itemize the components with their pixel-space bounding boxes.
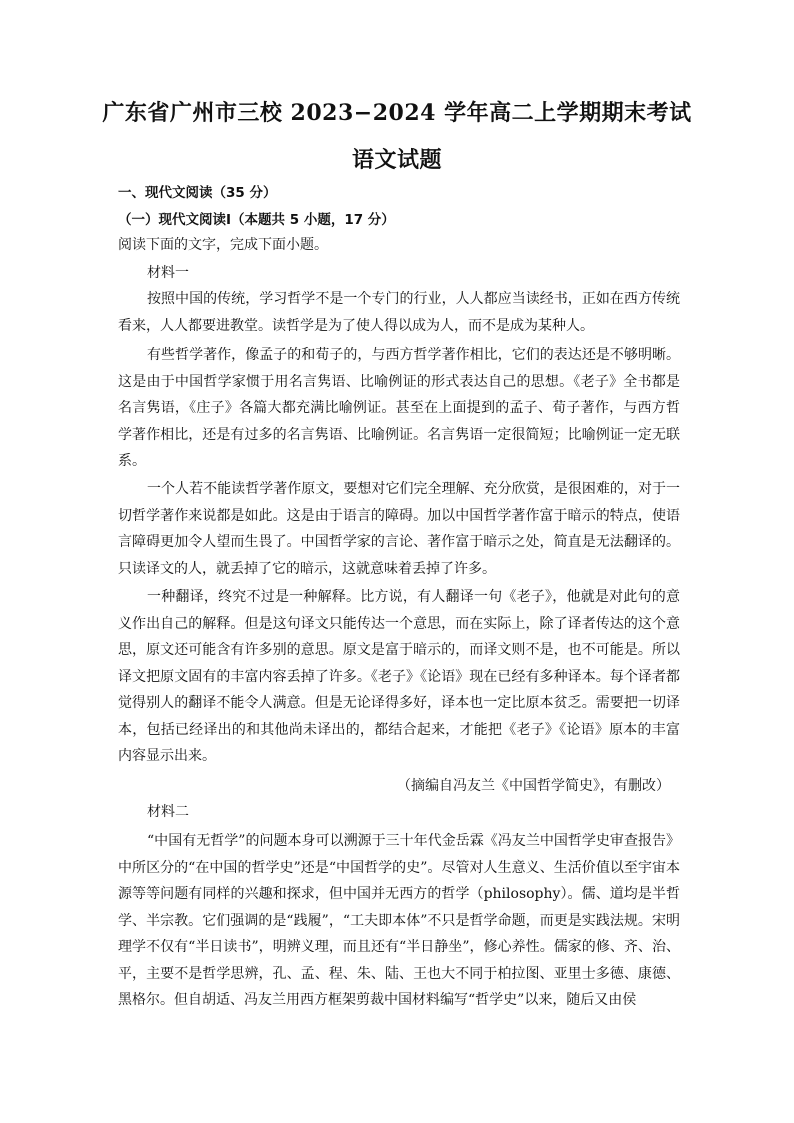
material-one-paragraph: 按照中国的传统，学习哲学不是一个专门的行业，人人都应当读经书，正如在西方传统看来，人人都要进教堂。读哲学是为了使人得以成为人，而不是成为某种人。 <box>118 291 680 334</box>
section-heading: 一、现代文阅读（35 分） <box>118 185 277 201</box>
material-two-paragraph: “中国有无哲学”的问题本身可以溯源于三十年代金岳霖《冯友兰中国哲学史审查报告》中所区分的“在中国的哲学史”还是“中国哲学的史”。尽管对人生意义、生活价值以至宇宙本源等等问题有同样的兴趣和探求，但中国并无西方的哲学（philosophy）。儒、道均是半哲学、半宗教。它们强调的是“践履”，“工夫即本体”不只是哲学命题，而更是实践法规。宋明理学不仅有“半日读书”，明辨义理，而且还有“半日静坐”，修心养性。儒家的修、齐、治、平，主要不是哲学思辨，孔、孟、程、朱、陆、王也大不同于柏拉图、亚里士多德、康德、黑格尔。但自胡适、冯友兰用西方框架剪裁中国材料编写“哲学史”以来，随后又由侯 <box>118 833 680 1008</box>
material-one-label: 材料一 <box>147 265 189 281</box>
material-one-paragraph: 有些哲学著作，像孟子的和荀子的，与西方哲学著作相比，它们的表达还是不够明晰。这是由于中国哲学家惯于用名言隽语、比喻例证的形式表达自己的思想。《老子》全书都是名言隽语，《庄子》各篇大都充满比喻例证。甚至在上面提到的孟子、荀子著作，与西方哲学著作相比，还是有过多的名言隽语、比喻例证。名言隽语一定很简短；比喻例证一定无联系。 <box>118 347 680 469</box>
document-title: 广东省广州市三校 2023−2024 学年高二上学期期末考试 <box>102 100 692 126</box>
document-subtitle: 语文试题 <box>351 147 442 173</box>
material-two-label: 材料二 <box>147 804 189 820</box>
subsection-heading: （一）现代文阅读Ⅰ（本题共 5 小题，17 分） <box>118 212 395 228</box>
material-one-paragraph: 一种翻译，终究不过是一种解释。比方说，有人翻译一句《老子》，他就是对此句的意义作出自己的解释。但是这句译文只能传达一个意思，而在实际上，除了译者传达的这个意思，原文还可能含有许多别的意思。原文是富于暗示的，而译文则不是，也不可能是。所以译文把原文固有的丰富内容丢掉了许多。《老子》《论语》现在已经有多种译本。每个译者都觉得别人的翻译不能令人满意。但是无论译得多好，译本也一定比原本贫乏。需要把一切译本，包括已经译出的和其他尚未译出的，都结合起来，才能把《老子》《论语》原本的丰富内容显示出来。 <box>118 589 680 764</box>
material-one-source: （摘编自冯友兰《中国哲学简史》，有删改） <box>397 778 670 794</box>
material-one-paragraph: 一个人若不能读哲学著作原文，要想对它们完全理解、充分欣赏，是很困难的，对于一切哲学著作来说都是如此。这是由于语言的障碍。加以中国哲学著作富于暗示的特点，使语言障碍更加令人望而生畏了。中国哲学家的言论、著作富于暗示之处，简直是无法翻译的。只读译文的人，就丢掉了它的暗示，这就意味着丢掉了许多。 <box>118 481 680 577</box>
instruction-text: 阅读下面的文字，完成下面小题。 <box>118 237 328 253</box>
